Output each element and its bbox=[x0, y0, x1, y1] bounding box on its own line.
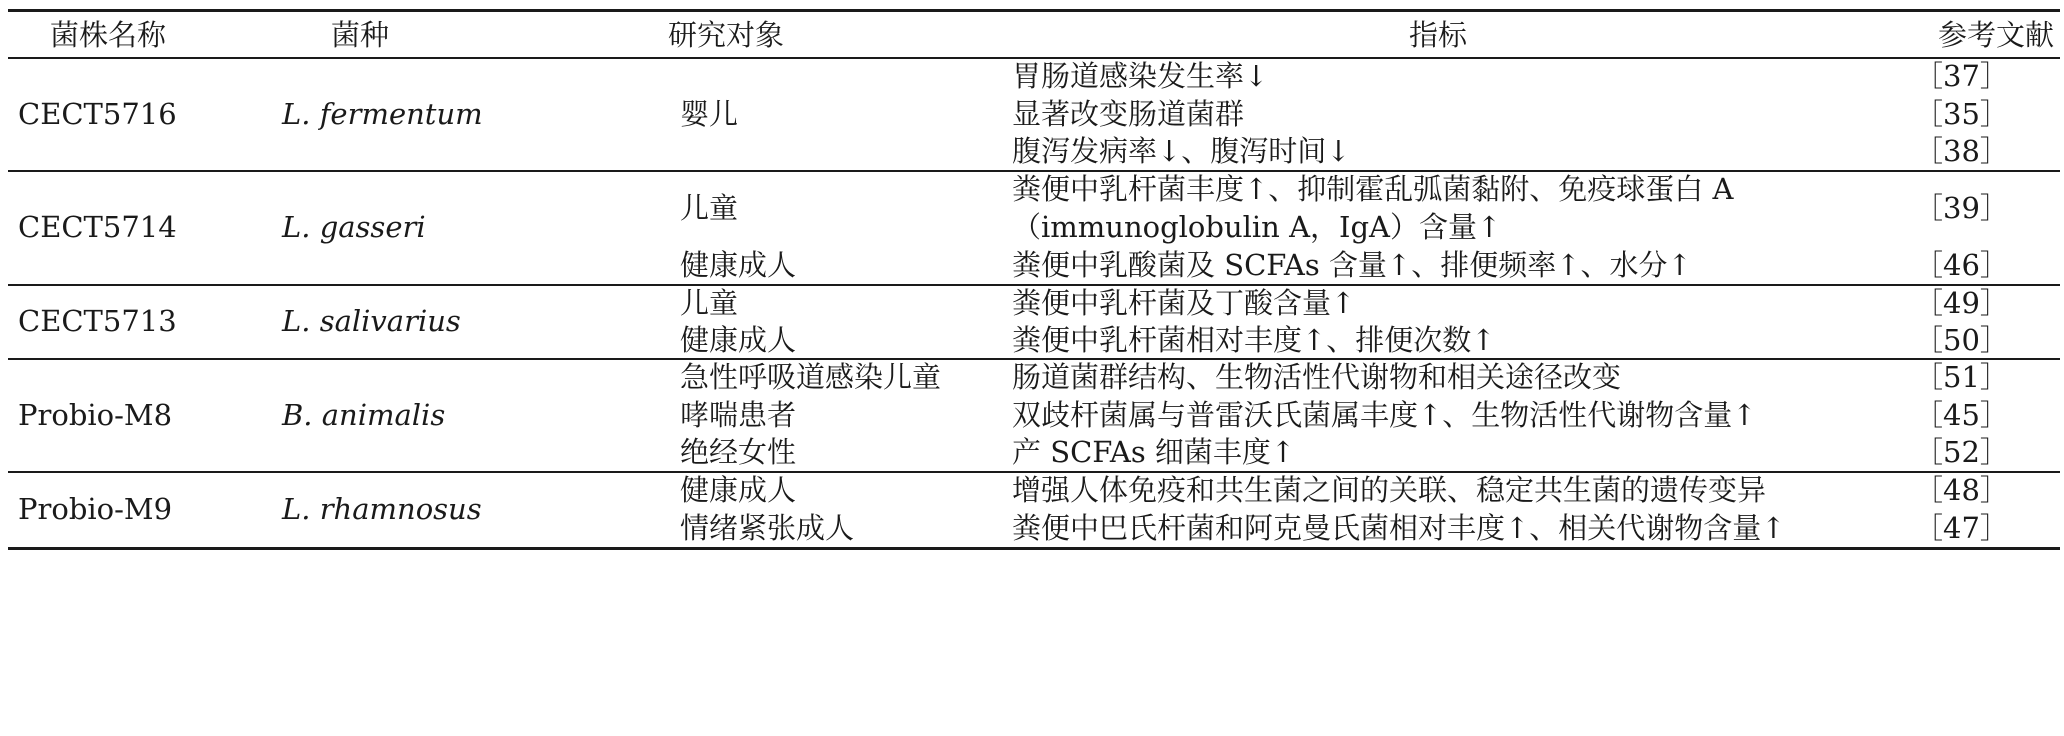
reference: ［48］ bbox=[1914, 473, 2009, 507]
reference: ［45］ bbox=[1914, 398, 2009, 432]
subject: 绝经女性 bbox=[680, 435, 797, 469]
reference: ［35］ bbox=[1914, 97, 2009, 131]
top-rule bbox=[8, 9, 2060, 12]
index: （immunoglobulin A，IgA）含量↑ bbox=[1012, 210, 1502, 244]
species-name: L. gasseri bbox=[282, 210, 426, 244]
subject: 哮喘患者 bbox=[680, 398, 797, 432]
species-name: L. salivarius bbox=[282, 304, 461, 338]
reference: ［51］ bbox=[1914, 360, 2009, 394]
index: 粪便中乳杆菌相对丰度↑、排便次数↑ bbox=[1012, 323, 1496, 357]
subject: 儿童 bbox=[680, 191, 739, 225]
strain-name: CECT5714 bbox=[18, 210, 177, 244]
reference: ［49］ bbox=[1914, 286, 2009, 320]
subject: 情绪紧张成人 bbox=[680, 511, 855, 545]
subject: 健康成人 bbox=[680, 248, 797, 282]
index: 胃肠道感染发生率↓ bbox=[1012, 59, 1269, 93]
strain-name: Probio-M9 bbox=[18, 492, 173, 526]
species-name: L. rhamnosus bbox=[282, 492, 482, 526]
subject: 健康成人 bbox=[680, 323, 797, 357]
subject: 健康成人 bbox=[680, 473, 797, 507]
reference: ［38］ bbox=[1914, 134, 2009, 168]
species-name: B. animalis bbox=[282, 398, 446, 432]
subject: 婴儿 bbox=[680, 97, 739, 131]
index: 粪便中乳杆菌及丁酸含量↑ bbox=[1012, 286, 1356, 320]
index: 粪便中乳杆菌丰度↑、抑制霍乱弧菌黏附、免疫球蛋白 A bbox=[1012, 172, 1734, 206]
index: 肠道菌群结构、生物活性代谢物和相关途径改变 bbox=[1012, 360, 1622, 394]
header-species: 菌种 bbox=[330, 18, 390, 52]
header-index: 指标 bbox=[1408, 18, 1468, 52]
index: 增强人体免疫和共生菌之间的关联、稳定共生菌的遗传变异 bbox=[1012, 473, 1767, 507]
reference: ［50］ bbox=[1914, 323, 2009, 357]
subject: 儿童 bbox=[680, 286, 739, 320]
index: 粪便中乳酸菌及 SCFAs 含量↑、排便频率↑、水分↑ bbox=[1012, 248, 1692, 282]
bottom-rule bbox=[8, 547, 2060, 550]
reference: ［52］ bbox=[1914, 435, 2009, 469]
reference: ［47］ bbox=[1914, 511, 2009, 545]
index: 双歧杆菌属与普雷沃氏菌属丰度↑、生物活性代谢物含量↑ bbox=[1012, 398, 1757, 432]
species-name: L. fermentum bbox=[282, 97, 483, 131]
index: 粪便中巴氏杆菌和阿克曼氏菌相对丰度↑、相关代谢物含量↑ bbox=[1012, 511, 1786, 545]
header-ref: 参考文献 bbox=[1937, 18, 2055, 52]
header-subject: 研究对象 bbox=[667, 18, 785, 52]
index: 显著改变肠道菌群 bbox=[1012, 97, 1245, 131]
reference: ［46］ bbox=[1914, 248, 2009, 282]
strain-name: CECT5716 bbox=[18, 97, 177, 131]
index: 产 SCFAs 细菌丰度↑ bbox=[1012, 435, 1296, 469]
strain-name: Probio-M8 bbox=[18, 398, 173, 432]
index: 腹泻发病率↓、腹泻时间↓ bbox=[1012, 134, 1351, 168]
strain-name: CECT5713 bbox=[18, 304, 177, 338]
header-strain: 菌株名称 bbox=[49, 18, 167, 52]
reference: ［37］ bbox=[1914, 59, 2009, 93]
reference: ［39］ bbox=[1914, 191, 2009, 225]
subject: 急性呼吸道感染儿童 bbox=[680, 360, 942, 394]
